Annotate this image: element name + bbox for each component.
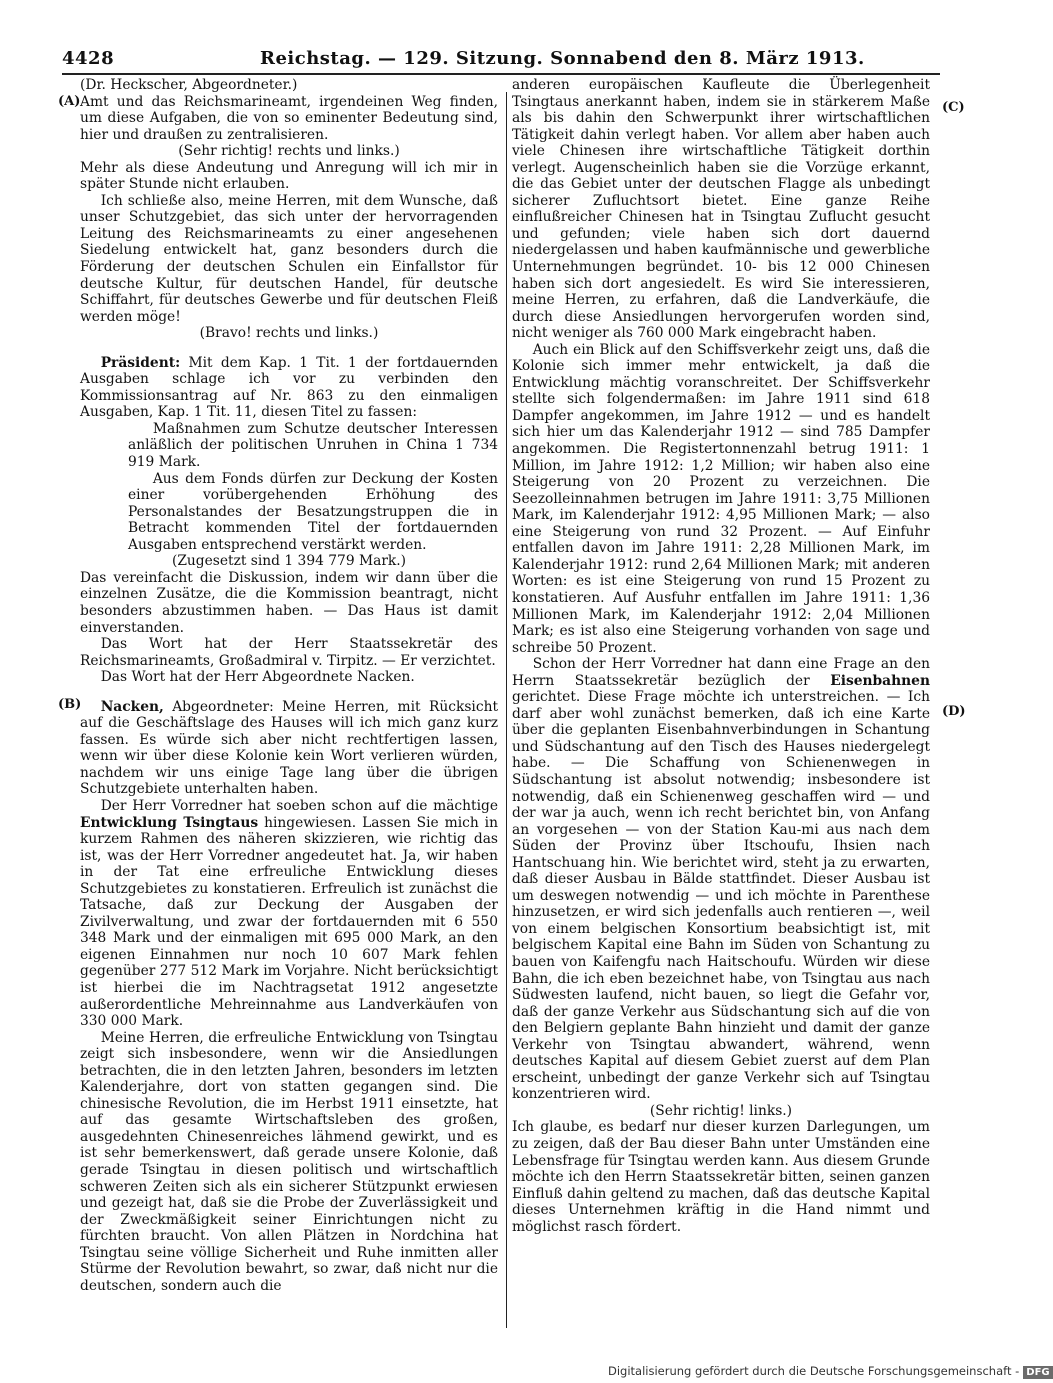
column-divider xyxy=(506,92,507,1328)
reaction: (Bravo! rechts und links.) xyxy=(199,325,379,342)
speaker-note: (Dr. Heckscher, Abgeordneter.) xyxy=(80,77,298,93)
header-rule xyxy=(62,73,940,75)
footer-credit xyxy=(608,1364,1053,1379)
margin-mark-d: (D) xyxy=(942,704,966,719)
spacer xyxy=(80,686,498,699)
paragraph xyxy=(512,656,930,1103)
paragraph xyxy=(80,798,498,1030)
margin-mark-a: (A) xyxy=(58,94,81,109)
paragraph xyxy=(80,699,498,798)
speaker-name: Nacken, xyxy=(100,698,164,715)
reaction: (Sehr richtig! links.) xyxy=(649,1102,793,1119)
spacer xyxy=(80,342,498,355)
paragraph: Auch ein Blick auf den Schiffsverkehr zeigt uns, daß die Kolonie sich immer mehr entwickelt, ja daß die Entwicklung mächtig voranschreitet. Der Schiffsverkehr stellte sich folgendermaßen: im Jahre 1911 sind 618 Dampfer angekommen, im Jahre 1912 — und es handelt sich hier um das Kalenderjahr 1912 — sind 785 Dampfer angekommen. Die Registertonnenzahl betrug 1911: 1 Million, im Jahre 1912: 1,2 Million; wir haben also eine Steigerung von 20 Prozent zu verzeichnen. Die Seezolleinnahmen betrugen im Jahre 1911: 3,75 Millionen Mark, im Kalenderjahr 1912: 4,95 Millionen Mark; — also eine Steigerung von rund 32 Prozent. — Auf Einfuhr entfallen davon im Jahre 1911: 2,28 Millionen Mark, im Kalenderjahr 1912: rund 2,64 Millionen Mark; mit anderen Worten: es ist eine Steigerung von rund 15 Prozent zu konstatieren. Auf Ausfuhr entfallen im Jahre 1911: 1,36 Millionen Mark, im Kalenderjahr 1912: 2,04 Millionen Mark; es ist also eine Steigerung vorhanden von sage und schreibe 50 Prozent. xyxy=(512,341,930,656)
reaction: (Sehr richtig! rechts und links.) xyxy=(178,143,400,160)
paragraph: Amt und das Reichsmarineamt, irgendeinen Weg finden, um diese Aufgaben, die von so eminenter Bedeutung sind, hier und draußen zu zentralisieren. xyxy=(80,93,498,143)
paragraph: anderen europäischen Kaufleute die Überlegenheit Tsingtaus anerkannt haben, indem sie in stärkerem Maße als bis dahin den Schwerpunkt ihrer wirtschaftlichen Tätigkeit dahin verlegt haben. Vor allem aber haben auch viele Chinesen ihre wirtschaftliche Tätigkeit dorthin verlegt. Augenscheinlich haben sie die Vorzüge erkannt, die das Gebiet unter der deutschen Flagge als unbedingt sicherer Zufluchtsort bietet. Eine ganze Reihe einflußreicher Chinesen hat in Tsingtau Zuflucht gesucht und gefunden; viele haben sich dort dauernd niedergelassen und haben kaufmännische und gewerbliche Unternehmungen begründet. 10- bis 12 000 Chinesen haben sich dort angesiedelt. Es wird Sie interessieren, meine Herren, zu erfahren, daß die Landverkäufe, die durch diese Ansiedlungen hervorgerufen worden sind, nicht weniger als 760 000 Mark eingebracht haben. xyxy=(512,77,930,342)
paragraph: Das Wort hat der Herr Staatssekretär des Reichsmarineamts, Großadmiral v. Tirpitz. — Er verzichtet. xyxy=(80,636,498,669)
paragraph: Das vereinfacht die Diskussion, indem wir dann über die einzelnen Zusätze, die die Kommission beantragt, nicht besonders abzustimmen haben. — Das Haus ist damit einverstanden. xyxy=(80,569,498,636)
reaction: (Zugesetzt sind 1 394 779 Mark.) xyxy=(171,553,407,570)
emphasis: Entwicklung Tsingtaus xyxy=(80,814,259,831)
page-header xyxy=(62,48,940,72)
left-column xyxy=(80,77,498,1294)
speaker-name: Präsident: xyxy=(100,354,181,371)
paragraph: Meine Herren, die erfreuliche Entwicklung von Tsingtau zeigt sich insbesondere, wenn wir die Ansiedlungen betrachten, die in den letzten Jahren, besonders im letzten Kalenderjahre, dort von statten gegangen sind. Die chinesische Revolution, die im Herbst 1911 einsetzte, hat auf das gesamte Wirtschaftsleben des großen, ausgedehnten Chinesenreiches lähmend gewirkt, und es ist sehr bemerkenswert, daß gerade unsere Kolonie, daß gerade Tsingtau in diesen politisch und wirtschaftlich schweren Zeiten sich als ein sicherer Stützpunkt erwiesen und gezeigt hat, daß sie die Probe der Zuverlässigkeit und der Zweckmäßigkeit seiner Einrichtungen nicht zu fürchten braucht. Von allen Plätzen in Nordchina hat Tsingtau seine völlige Sicherheit und Ruhe inmitten aller Stürme der Revolution bewahrt, so zwar, daß nicht nur die deutschen, sondern auch die xyxy=(80,1029,498,1294)
right-column xyxy=(512,77,930,1235)
margin-mark-c: (C) xyxy=(942,100,965,115)
paragraph-text: Der Herr Vorredner hat soeben schon auf die mächtige xyxy=(100,797,498,814)
emphasis: Eisenbahnen xyxy=(830,672,930,689)
dfg-logo: DFG xyxy=(1023,1366,1052,1379)
paragraph xyxy=(80,355,498,421)
paragraph: Das Wort hat der Herr Abgeordnete Nacken. xyxy=(100,669,415,686)
quoted-motion: Maßnahmen zum Schutze deutscher Interessen anläßlich der politischen Unruhen in China 1 734 919 Mark. xyxy=(128,420,498,471)
paragraph: Mehr als diese Andeutung und Anregung will ich mir in später Stunde nicht erlauben. xyxy=(80,159,498,193)
paragraph: Ich glaube, es bedarf nur dieser kurzen Darlegungen, um zu zeigen, daß der Bau dieser Bahn unter Umständen eine Lebensfrage für Tsingtau werden kann. Aus diesem Grunde möchte ich den Herrn Staatssekretär bitten, seinen ganzen Einfluß dahin geltend zu machen, daß das deutsche Kapital dieses Unternehmen kräftig in die Hand nimmt und möglichst rasch fördert. xyxy=(512,1119,930,1235)
paragraph-text: gerichtet. Diese Frage möchte ich unterstreichen. — Ich darf aber wohl zunächst bemerken, daß ich eine Karte über die geplanten Eisenbahnverbindungen in Schantung und Südschantung auf den Tisch des Hauses niedergelegt habe. — Die Schaffung von Schienenwegen in Südschantung ist absolut notwendig; insbesondere ist notwendig, daß ein Schienenweg geschaffen wird — und der war ja auch, wenn ich recht berichtet bin, von Anfang an vorgesehen — von der Station Kau-mi aus nach dem Süden der Provinz über Itschoufu, Ihsien nach Hantschuang hin. Wie berichtet wird, steht ja zu erwarten, daß dieser Ausbau in Bälde stattfindet. Dieser Ausbau ist um deswegen notwendig — und ich möchte in Parenthese hinzusetzen, er wird sich jedenfalls auch rentieren —, weil von einem belgischen Konsortium beabsichtigt ist, mit belgischem Kapital eine Bahn im Süden von Schantung zu bauen von Kaifengfu nach Haitschoufu. Würden wir diese Bahn, die ich eben bezeichnet habe, von Tsingtau aus nach Südwesten laufend, nicht bauen, so liegt die Gefahr vor, daß der ganze Verkehr aus Südschantung sich auf die von den Belgiern geplante Bahn hinzieht und damit der ganze Verkehr von Tsingtau abwandert, während, wenn deutsches Kapital auf diesem Gebiet zuerst auf dem Plan erscheint, unbedingt der ganze Verkehr sich auf Tsingtau konzentrieren wird. xyxy=(512,689,930,1103)
footer-text: Digitalisierung gefördert durch die Deutsche Forschungsgemeinschaft - xyxy=(608,1364,1020,1378)
paragraph: Ich schließe also, meine Herren, mit dem Wunsche, daß unser Schutzgebiet, das sich unter der hervorragenden Leitung des Reichsmarineamts zu einer angesehenen Siedelung entwickelt hat, ganz besonders durch die Förderung der deutschen Schulen ein Einfallstor für deutsche Kultur, für deutschen Handel, für deutsche Schiffahrt, für deutsches Gewerbe und für deutschen Fleiß werden möge! xyxy=(80,192,498,325)
paragraph-text: Abgeordneter: Meine Herren, mit Rücksicht auf die Geschäftslage des Hauses will ich mich ganz kurz fassen. Es würde sich aber nicht rechtfertigen lassen, wenn wir über diese Kolonie kein Wort verlieren würden, nachdem wir uns einige Tage lang über die übrigen Schutzgebiete unterhalten haben. xyxy=(80,698,498,798)
paragraph-text: Mit dem Kap. 1 Tit. 1 der fortdauernden Ausgaben schlage ich vor zu verbinden den Kommissionsantrag auf Nr. 863 zu den einmaligen Ausgaben, Kap. 1 Tit. 11, diesen Titel zu fassen: xyxy=(80,354,498,421)
page-number: 4428 xyxy=(62,48,115,69)
running-title: Reichstag. — 129. Sitzung. Sonnabend den 8. März 1913. xyxy=(260,48,865,69)
margin-mark-b: (B) xyxy=(58,697,82,712)
quoted-motion: Aus dem Fonds dürfen zur Deckung der Kosten einer vorübergehenden Erhöhung des Personalstandes der Besatzungstruppen die in Betracht kommenden Titel der fortdauernden Ausgaben entsprechend verstärkt werden. xyxy=(128,470,498,553)
paragraph-text: Schon der Herr Vorredner hat dann eine Frage an den Herrn Staatssekretär bezüglich der xyxy=(512,656,930,689)
paragraph-text: hingewiesen. Lassen Sie mich in kurzem Rahmen des näheren skizzieren, wie richtig das ist, was der Herr Vorredner angedeutet hat. Ja, wir haben in der Tat eine erfreuliche Entwicklung dieses Schutzgebietes zu konstatieren. Erfreulich ist zunächst die Tatsache, daß zur Deckung der Ausgaben der Zivilverwaltung, und zwar der fortdauernden mit 6 550 348 Mark und der einmaligen mit 695 000 Mark, an den eigenen Einnahmen nur noch 10 607 Mark fehlen gegenüber 277 512 Mark im Vorjahre. Nicht berücksichtigt ist hierbei die im Nachtragsetat 1912 angesetzte außerordentliche Mehreinnahme aus Landverkäufen von 330 000 Mark. xyxy=(80,814,498,1030)
